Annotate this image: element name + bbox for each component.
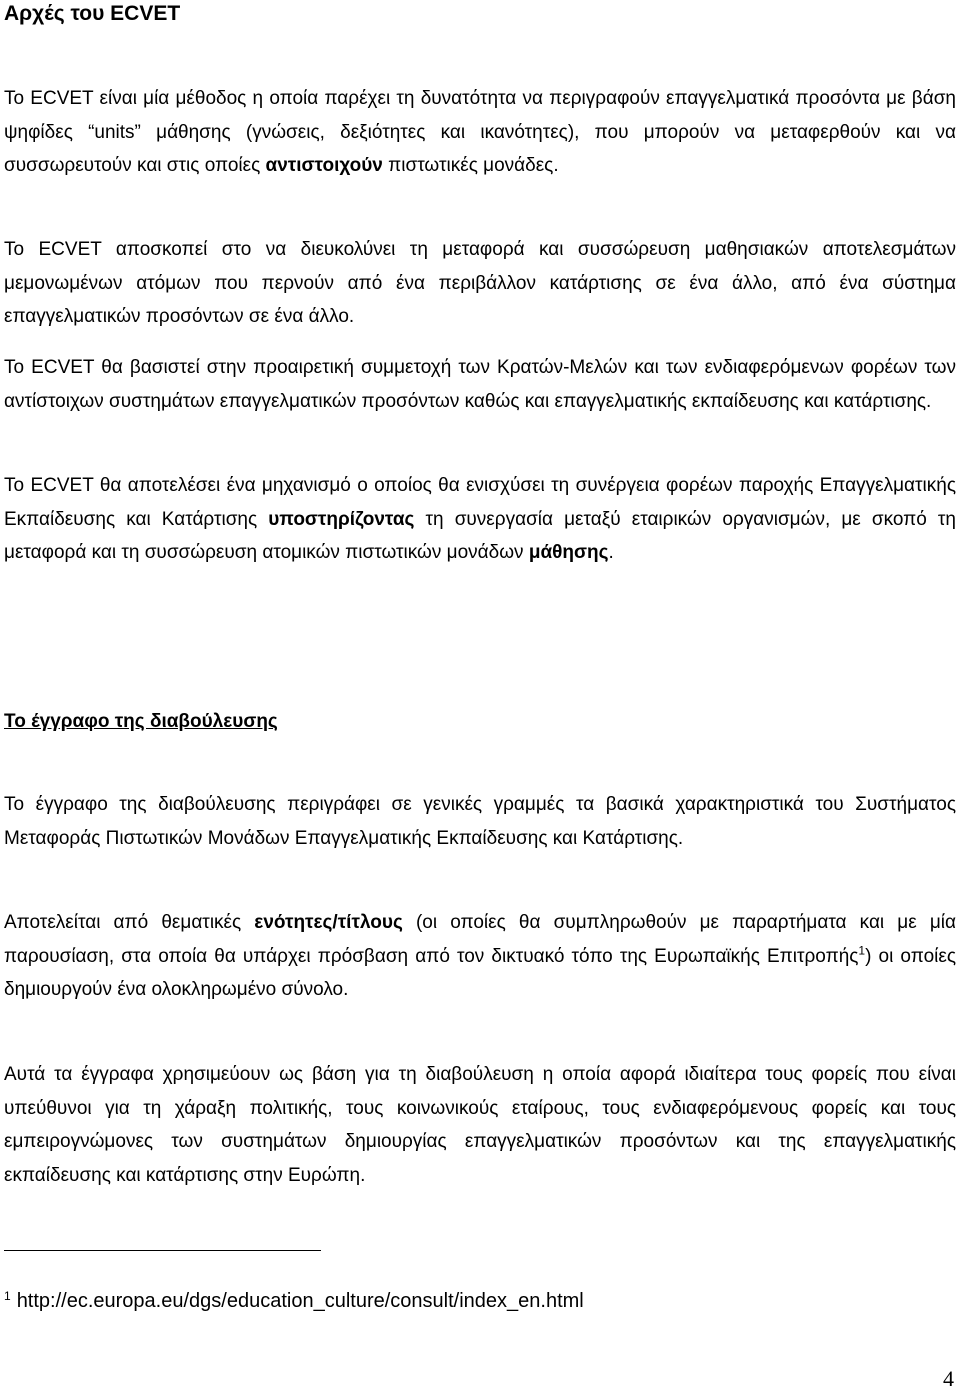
paragraph-ecvet-definition	[4, 82, 956, 183]
paragraph-text: τη συνεργασία μεταξύ εταιρικών οργανισμών, με σκοπό τη μεταφορά και τη συσσώρευση ατομικών πιστωτικών μονάδων	[4, 508, 956, 563]
bold-term: ενότητες/τίτλους	[254, 912, 403, 933]
paragraph-text: Το ECVET είναι μία μέθοδος η οποία παρέχει τη δυνατότητα να περιγραφούν επαγγελματικά προσόντα με βάση ψηφίδες “units” μάθησης (γνώσεις, δεξιότητες και ικανότητες), που μπορούν να μεταφερθούν και να συσσωρευτούν και στις οποίες	[4, 88, 956, 176]
footnote-reference[interactable]: 1	[858, 943, 866, 958]
paragraph-text: ) οι οποίες δημιουργούν ένα ολοκληρωμένο σύνολο.	[4, 945, 956, 1000]
paragraph-ecvet-mechanism	[4, 469, 956, 570]
section-title-consultation-document: Το έγγραφο της διαβούλευσης	[4, 711, 278, 732]
bold-term: αντιστοιχούν	[265, 155, 383, 176]
paragraph-text: .	[608, 542, 614, 563]
paragraph-text: (οι οποίες θα συμπληρωθούν με παραρτήματα και με μία παρουσίαση, στα οποία θα υπάρχει πρόσβαση από τον δικτυακό τόπο της Ευρωπαϊκής Επιτροπής	[4, 912, 956, 967]
page-number: 4	[943, 1366, 954, 1391]
paragraph-text: Αποτελείται από θεματικές	[4, 912, 255, 933]
paragraph-consultation-description: Το έγγραφο της διαβούλευσης περιγράφει σε γενικές γραμμές τα βασικά χαρακτηριστικά του Συστήματος Μεταφοράς Πιστωτικών Μονάδων Επαγγελματικής Εκπαίδευσης και Κατάρτισης.	[4, 794, 956, 849]
footnote-url-link[interactable]: http://ec.europa.eu/dgs/education_culture/consult/index_en.html	[16, 1290, 584, 1312]
footnote	[4, 1281, 584, 1316]
section-title-ecvet-principles: Αρχές του ECVET	[4, 2, 181, 25]
paragraph-ecvet-aim: Το ECVET αποσκοπεί στο να διευκολύνει τη μεταφορά και συσσώρευση μαθησιακών αποτελεσμάτων μεμονωμένων ατόμων που περνούν από ένα περιβάλλον κατάρτισης σε ένα άλλο, από ένα σύστημα επαγγελματικών προσόντων σε ένα άλλο.	[4, 239, 956, 327]
paragraph-consultation-structure	[4, 906, 956, 1007]
bold-term: υποστηρίζοντας	[268, 508, 415, 530]
paragraph-ecvet-participation: Το ECVET θα βασιστεί στην προαιρετική συμμετοχή των Κρατών-Μελών και των ενδιαφερόμενων φορέων των αντίστοιχων συστημάτων επαγγελματικών προσόντων καθώς και επαγγελματικής εκπαίδευσης και κατάρτισης.	[4, 357, 956, 412]
paragraph-text: Το ECVET θα αποτελέσει ένα μηχανισμό ο οποίος θα ενισχύσει τη συνέργεια φορέων παροχής Επαγγελματικής Εκπαίδευσης και Κατάρτισης	[4, 475, 956, 530]
paragraph-consultation-audience: Αυτά τα έγγραφα χρησιμεύουν ως βάση για τη διαβούλευση η οποία αφορά ιδιαίτερα τους φορείς που είναι υπεύθυνοι για τη χάραξη πολιτικής, τους κοινωνικούς εταίρους, τους ενδιαφερόμενους φορείς και τους εμπειρογνώμονες των συστημάτων δημιουργίας επαγγελματικών προσόντων και της επαγγελματικής εκπαίδευσης και κατάρτισης στην Ευρώπη.	[4, 1064, 956, 1186]
paragraph-text: πιστωτικές μονάδες.	[382, 155, 559, 176]
footnote-mark: 1	[4, 1289, 11, 1303]
bold-term: μάθησης	[528, 542, 609, 563]
footnote-separator	[4, 1250, 321, 1251]
